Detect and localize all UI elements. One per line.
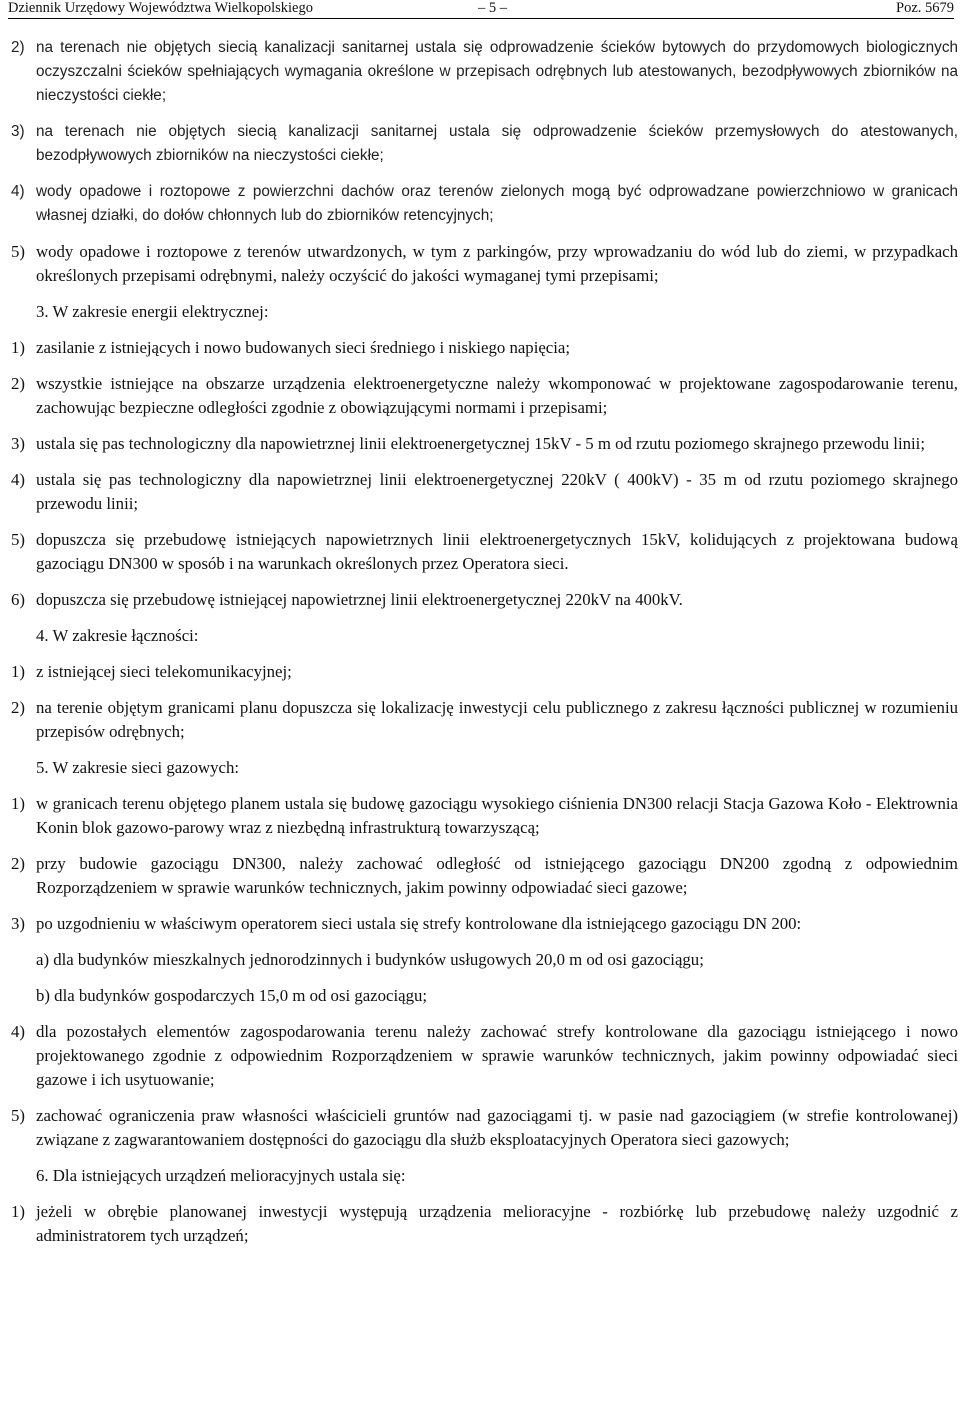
item-number: 2) [11, 698, 25, 717]
list-item [0, 660, 960, 684]
sub-item: a) dla budynków mieszkalnych jednorodzinnych i budynków usługowych 20,0 m od osi gazociągu; [36, 950, 704, 969]
item-text: zasilanie z istniejących i nowo budowanych sieci średniego i niskiego napięcia; [36, 338, 571, 357]
list-item [0, 468, 960, 516]
item-text: na terenie objętym granicami planu dopuszcza się lokalizację inwestycji celu publicznego z zakresu łączności publicznej w rozumieniu przepisów odrębnych; [36, 698, 958, 741]
list-item [0, 696, 960, 744]
list-item [0, 1200, 960, 1248]
item-number: 6) [11, 590, 25, 609]
item-text: wody opadowe i roztopowe z terenów utwardzonych, w tym z parkingów, przy wprowadzaniu do wód lub do ziemi, w przypadkach określonych przepisami odrębnymi, należy oczyścić do jakości wymaganej tymi przepisami; [36, 242, 958, 285]
item-text: wszystkie istniejące na obszarze urządzenia elektroenergetyczne należy wkomponować w projektowane zagospodarowanie terenu, zachowując bezpieczne odległości zgodnie z obowiązującymi normami i przepisami; [36, 374, 958, 417]
item-text: zachować ograniczenia praw własności właścicieli gruntów nad gazociągami tj. w pasie nad gazociągiem (w strefie kontrolowanej) związane z zagwarantowaniem dostępności do gazociągu dla służb eksploatacyjnych Operatora sieci gazowych; [36, 1106, 958, 1149]
list-item [0, 180, 960, 228]
item-number: 3) [11, 123, 25, 140]
page-number: – 5 – [478, 0, 507, 16]
journal-title: Dziennik Urzędowy Województwa Wielkopolskiego [8, 0, 313, 16]
list-item [0, 792, 960, 840]
item-number: 4) [11, 183, 25, 200]
item-number: 4) [11, 1022, 25, 1041]
list-item [0, 1104, 960, 1152]
item-text: na terenach nie objętych siecią kanalizacji sanitarnej ustala się odprowadzenie ścieków przemysłowych do atestowanych, bezodpływowych zbiorników na nieczystości ciekłe; [36, 123, 958, 164]
sub-item: b) dla budynków gospodarczych 15,0 m od osi gazociągu; [36, 986, 428, 1005]
section-heading: 5. W zakresie sieci gazowych: [36, 758, 240, 777]
list-item [0, 912, 960, 936]
item-number: 5) [11, 1106, 25, 1125]
item-number: 3) [11, 914, 25, 933]
position-number: Poz. 5679 [896, 0, 954, 16]
list-item [0, 372, 960, 420]
list-item [0, 852, 960, 900]
list-item [0, 528, 960, 576]
item-text: ustala się pas technologiczny dla napowietrznej linii elektroenergetycznej 220kV ( 400kV) - 35 m od rzutu poziomego skrajnego przewodu linii; [36, 470, 958, 513]
item-text: jeżeli w obrębie planowanej inwestycji występują urządzenia melioracyjne - rozbiórkę lub przebudowę należy uzgodnić z administratorem tych urządzeń; [36, 1202, 958, 1245]
item-text: dla pozostałych elementów zagospodarowania terenu należy zachować strefy kontrolowane dla gazociągu istniejącego i nowo projektowanego zgodnie z odpowiednim Rozporządzeniem w sprawie warunków technicznych, jakim powinny odpowiadać sieci gazowe i ich usytuowanie; [36, 1022, 958, 1089]
item-text: dopuszcza się przebudowę istniejącej napowietrznej linii elektroenergetycznej 220kV na 400kV. [36, 590, 683, 609]
item-number: 2) [11, 854, 25, 873]
item-number: 5) [11, 242, 25, 261]
item-text: ustala się pas technologiczny dla napowietrznej linii elektroenergetycznej 15kV - 5 m od rzutu poziomego skrajnego przewodu linii; [36, 434, 925, 453]
document-body [0, 36, 960, 1260]
item-text: przy budowie gazociągu DN300, należy zachować odległość od istniejącego gazociągu DN200 zgodną z odpowiednim Rozporządzeniem w sprawie warunków technicznych, jakim powinny odpowiadać sieci gazowe; [36, 854, 958, 897]
section-heading: 4. W zakresie łączności: [36, 626, 199, 645]
section-heading: 6. Dla istniejących urządzeń melioracyjnych ustala się: [36, 1166, 406, 1185]
item-text: dopuszcza się przebudowę istniejących napowietrznych linii elektroenergetycznych 15kV, kolidujących z projektowana budową gazociągu DN300 w sposób i na warunkach określonych przez Operatora sieci. [36, 530, 958, 573]
list-item [0, 1020, 960, 1092]
list-item [0, 432, 960, 456]
item-number: 3) [11, 434, 25, 453]
item-text: na terenach nie objętych siecią kanalizacji sanitarnej ustala się odprowadzenie ścieków bytowych do przydomowych biologicznych oczyszczalni ścieków spełniających wymagania określone w przepisach odrębnych lub atestowanych, bezodpływowych zbiorników na nieczystości ciekłe; [36, 39, 958, 104]
item-number: 1) [11, 1202, 25, 1221]
item-text: wody opadowe i roztopowe z powierzchni dachów oraz terenów zielonych mogą być odprowadzane powierzchniowo w granicach własnej działki, do dołów chłonnych lub do zbiorników retencyjnych; [36, 183, 958, 224]
item-text: z istniejącej sieci telekomunikacyjnej; [36, 662, 292, 681]
list-item [0, 36, 960, 108]
list-item [0, 120, 960, 168]
list-item [0, 588, 960, 612]
list-item [0, 336, 960, 360]
item-number: 1) [11, 794, 25, 813]
item-number: 1) [11, 338, 25, 357]
item-number: 2) [11, 374, 25, 393]
item-text: po uzgodnieniu w właściwym operatorem sieci ustala się strefy kontrolowane dla istniejącego gazociągu DN 200: [36, 914, 802, 933]
item-number: 4) [11, 470, 25, 489]
item-text: w granicach terenu objętego planem ustala się budowę gazociągu wysokiego ciśnienia DN300 relacji Stacja Gazowa Koło - Elektrownia Konin blok gazowo-parowy wraz z niezbędną infrastrukturą towarzyszącą; [36, 794, 958, 837]
item-number: 1) [11, 662, 25, 681]
page-header [8, 0, 954, 19]
section-heading: 3. W zakresie energii elektrycznej: [36, 302, 269, 321]
item-number: 2) [11, 39, 25, 56]
item-number: 5) [11, 530, 25, 549]
list-item [0, 240, 960, 288]
